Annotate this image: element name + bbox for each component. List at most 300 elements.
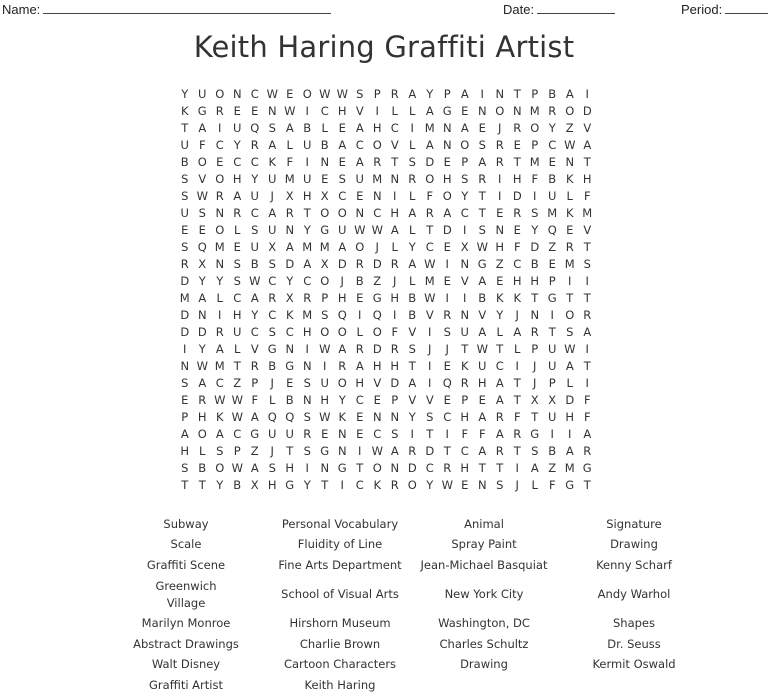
- grid-letter[interactable]: S: [233, 257, 241, 271]
- grid-letter[interactable]: U: [303, 138, 312, 152]
- grid-letter[interactable]: B: [355, 274, 364, 288]
- grid-letter[interactable]: T: [426, 427, 434, 441]
- grid-letter[interactable]: F: [531, 172, 539, 186]
- grid-letter[interactable]: I: [550, 308, 554, 322]
- grid-letter[interactable]: U: [548, 189, 557, 203]
- grid-letter[interactable]: F: [286, 155, 294, 169]
- grid-letter[interactable]: G: [582, 461, 592, 475]
- grid-letter[interactable]: C: [250, 155, 259, 169]
- grid-letter[interactable]: J: [270, 189, 274, 203]
- grid-letter[interactable]: D: [390, 376, 400, 390]
- grid-letter[interactable]: I: [410, 121, 414, 135]
- grid-letter[interactable]: F: [391, 325, 399, 339]
- grid-letter[interactable]: W: [564, 342, 576, 356]
- grid-letter[interactable]: P: [531, 87, 539, 101]
- grid-letter[interactable]: N: [232, 87, 242, 101]
- grid-letter[interactable]: T: [391, 155, 399, 169]
- grid-letter[interactable]: H: [530, 274, 540, 288]
- grid-letter[interactable]: F: [583, 189, 591, 203]
- grid-letter[interactable]: T: [478, 206, 486, 220]
- grid-letter[interactable]: I: [358, 308, 362, 322]
- grid-letter[interactable]: H: [180, 444, 190, 458]
- grid-letter[interactable]: K: [215, 410, 224, 424]
- grid-letter[interactable]: R: [548, 104, 557, 118]
- grid-letter[interactable]: S: [233, 274, 241, 288]
- grid-letter[interactable]: A: [495, 376, 504, 390]
- grid-letter[interactable]: J: [270, 444, 274, 458]
- grid-letter[interactable]: A: [268, 206, 277, 220]
- grid-letter[interactable]: N: [320, 461, 330, 475]
- grid-letter[interactable]: V: [478, 308, 487, 322]
- grid-letter[interactable]: A: [408, 376, 417, 390]
- grid-letter[interactable]: Y: [216, 478, 224, 492]
- grid-letter[interactable]: S: [181, 189, 189, 203]
- grid-letter[interactable]: D: [180, 308, 190, 322]
- grid-letter[interactable]: V: [583, 223, 592, 237]
- grid-letter[interactable]: L: [391, 104, 398, 118]
- grid-letter[interactable]: J: [498, 121, 502, 135]
- grid-letter[interactable]: A: [583, 325, 592, 339]
- grid-letter[interactable]: S: [478, 138, 486, 152]
- grid-letter[interactable]: O: [337, 325, 347, 339]
- grid-letter[interactable]: H: [197, 410, 207, 424]
- grid-letter[interactable]: A: [425, 104, 434, 118]
- grid-letter[interactable]: O: [372, 325, 382, 339]
- grid-letter[interactable]: I: [305, 461, 309, 475]
- grid-letter[interactable]: R: [425, 206, 434, 220]
- grid-letter[interactable]: H: [460, 461, 470, 475]
- grid-letter[interactable]: M: [582, 206, 593, 220]
- grid-letter[interactable]: N: [390, 172, 400, 186]
- grid-letter[interactable]: A: [583, 138, 592, 152]
- grid-letter[interactable]: E: [513, 138, 521, 152]
- grid-letter[interactable]: S: [268, 461, 276, 475]
- grid-letter[interactable]: D: [582, 104, 592, 118]
- grid-letter[interactable]: W: [424, 257, 436, 271]
- grid-letter[interactable]: U: [198, 87, 207, 101]
- grid-letter[interactable]: B: [198, 461, 207, 475]
- grid-letter[interactable]: N: [565, 155, 575, 169]
- grid-letter[interactable]: F: [478, 427, 486, 441]
- grid-letter[interactable]: O: [425, 172, 435, 186]
- grid-letter[interactable]: B: [408, 308, 417, 322]
- grid-letter[interactable]: T: [181, 121, 189, 135]
- grid-letter[interactable]: R: [495, 138, 504, 152]
- grid-letter[interactable]: W: [231, 393, 243, 407]
- grid-letter[interactable]: H: [582, 172, 592, 186]
- grid-letter[interactable]: S: [268, 257, 276, 271]
- grid-letter[interactable]: A: [198, 376, 207, 390]
- grid-letter[interactable]: A: [513, 325, 522, 339]
- grid-letter[interactable]: E: [548, 155, 556, 169]
- grid-letter[interactable]: T: [513, 87, 521, 101]
- grid-letter[interactable]: S: [338, 172, 346, 186]
- grid-letter[interactable]: B: [268, 359, 277, 373]
- grid-letter[interactable]: D: [197, 325, 207, 339]
- grid-letter[interactable]: K: [565, 172, 574, 186]
- grid-letter[interactable]: N: [390, 461, 400, 475]
- grid-letter[interactable]: I: [550, 427, 554, 441]
- grid-letter[interactable]: Y: [251, 308, 259, 322]
- grid-letter[interactable]: W: [564, 138, 576, 152]
- grid-letter[interactable]: H: [390, 359, 400, 373]
- grid-letter[interactable]: M: [547, 206, 558, 220]
- grid-letter[interactable]: P: [251, 376, 259, 390]
- grid-letter[interactable]: S: [531, 206, 539, 220]
- grid-letter[interactable]: I: [428, 376, 432, 390]
- grid-letter[interactable]: H: [390, 291, 400, 305]
- grid-letter[interactable]: S: [496, 478, 504, 492]
- grid-letter[interactable]: N: [530, 308, 540, 322]
- grid-letter[interactable]: N: [180, 359, 190, 373]
- grid-letter[interactable]: C: [495, 359, 504, 373]
- grid-letter[interactable]: W: [476, 342, 488, 356]
- grid-letter[interactable]: A: [198, 291, 207, 305]
- grid-letter[interactable]: R: [215, 189, 224, 203]
- grid-letter[interactable]: Q: [547, 223, 557, 237]
- grid-letter[interactable]: N: [302, 359, 312, 373]
- grid-letter[interactable]: V: [250, 342, 259, 356]
- grid-letter[interactable]: S: [391, 427, 399, 441]
- grid-letter[interactable]: E: [181, 393, 189, 407]
- grid-letter[interactable]: U: [268, 427, 277, 441]
- grid-letter[interactable]: X: [285, 189, 294, 203]
- grid-letter[interactable]: C: [215, 376, 224, 390]
- grid-letter[interactable]: M: [529, 155, 540, 169]
- grid-letter[interactable]: H: [232, 172, 242, 186]
- grid-letter[interactable]: S: [426, 410, 434, 424]
- grid-letter[interactable]: I: [358, 444, 362, 458]
- grid-letter[interactable]: G: [250, 427, 260, 441]
- grid-letter[interactable]: I: [428, 359, 432, 373]
- grid-letter[interactable]: W: [319, 410, 331, 424]
- grid-letter[interactable]: E: [356, 410, 364, 424]
- grid-letter[interactable]: W: [371, 444, 383, 458]
- grid-letter[interactable]: A: [408, 87, 417, 101]
- grid-letter[interactable]: V: [408, 325, 417, 339]
- grid-letter[interactable]: G: [285, 359, 295, 373]
- grid-letter[interactable]: N: [495, 223, 505, 237]
- grid-letter[interactable]: A: [355, 121, 364, 135]
- grid-letter[interactable]: R: [495, 444, 504, 458]
- grid-letter[interactable]: Z: [373, 274, 382, 288]
- grid-letter[interactable]: J: [340, 274, 344, 288]
- grid-letter[interactable]: N: [355, 206, 365, 220]
- grid-letter[interactable]: E: [478, 393, 486, 407]
- grid-letter[interactable]: S: [198, 206, 206, 220]
- grid-letter[interactable]: A: [408, 206, 417, 220]
- grid-letter[interactable]: U: [233, 325, 242, 339]
- grid-letter[interactable]: C: [425, 461, 434, 475]
- period-field[interactable]: [681, 1, 768, 17]
- grid-letter[interactable]: A: [268, 138, 277, 152]
- grid-letter[interactable]: A: [478, 274, 487, 288]
- grid-letter[interactable]: T: [566, 291, 574, 305]
- grid-letter[interactable]: R: [250, 138, 259, 152]
- grid-letter[interactable]: L: [531, 478, 538, 492]
- grid-letter[interactable]: O: [565, 308, 575, 322]
- grid-letter[interactable]: E: [338, 155, 346, 169]
- grid-letter[interactable]: F: [426, 189, 434, 203]
- grid-letter[interactable]: H: [337, 104, 347, 118]
- grid-letter[interactable]: A: [180, 427, 189, 441]
- grid-letter[interactable]: R: [460, 376, 469, 390]
- grid-letter[interactable]: N: [442, 121, 452, 135]
- grid-letter[interactable]: E: [478, 121, 486, 135]
- grid-letter[interactable]: E: [566, 223, 574, 237]
- grid-letter[interactable]: N: [215, 257, 225, 271]
- grid-letter[interactable]: S: [181, 461, 189, 475]
- grid-letter[interactable]: E: [443, 274, 451, 288]
- grid-letter[interactable]: L: [216, 291, 223, 305]
- grid-letter[interactable]: R: [268, 291, 277, 305]
- grid-letter[interactable]: Z: [548, 461, 557, 475]
- grid-letter[interactable]: G: [320, 444, 330, 458]
- grid-letter[interactable]: X: [268, 240, 277, 254]
- grid-letter[interactable]: M: [424, 121, 435, 135]
- grid-letter[interactable]: U: [338, 223, 347, 237]
- grid-letter[interactable]: U: [268, 172, 277, 186]
- grid-letter[interactable]: S: [531, 444, 539, 458]
- grid-letter[interactable]: I: [498, 189, 502, 203]
- grid-letter[interactable]: L: [566, 189, 573, 203]
- grid-letter[interactable]: B: [530, 257, 539, 271]
- grid-letter[interactable]: P: [461, 155, 469, 169]
- grid-letter[interactable]: Y: [408, 240, 416, 254]
- grid-letter[interactable]: J: [375, 240, 379, 254]
- period-blank-line[interactable]: [725, 1, 768, 14]
- grid-letter[interactable]: T: [583, 478, 591, 492]
- grid-letter[interactable]: J: [428, 342, 432, 356]
- grid-letter[interactable]: S: [321, 308, 329, 322]
- grid-letter[interactable]: G: [547, 291, 557, 305]
- grid-letter[interactable]: E: [513, 223, 521, 237]
- grid-letter[interactable]: V: [408, 393, 417, 407]
- grid-letter[interactable]: C: [250, 325, 259, 339]
- name-blank-line[interactable]: [43, 1, 331, 14]
- grid-letter[interactable]: T: [583, 155, 591, 169]
- grid-letter[interactable]: S: [356, 87, 364, 101]
- grid-letter[interactable]: B: [303, 121, 312, 135]
- grid-letter[interactable]: N: [337, 427, 347, 441]
- grid-letter[interactable]: J: [515, 308, 519, 322]
- grid-letter[interactable]: V: [198, 172, 207, 186]
- grid-letter[interactable]: U: [250, 189, 259, 203]
- grid-letter[interactable]: I: [585, 274, 589, 288]
- grid-letter[interactable]: U: [268, 223, 277, 237]
- grid-letter[interactable]: A: [460, 87, 469, 101]
- grid-letter[interactable]: T: [583, 240, 591, 254]
- grid-letter[interactable]: H: [372, 121, 382, 135]
- grid-letter[interactable]: N: [460, 308, 470, 322]
- grid-letter[interactable]: S: [181, 376, 189, 390]
- grid-letter[interactable]: M: [564, 257, 575, 271]
- grid-letter[interactable]: K: [565, 206, 574, 220]
- grid-letter[interactable]: W: [214, 393, 226, 407]
- grid-letter[interactable]: U: [460, 325, 469, 339]
- grid-letter[interactable]: B: [408, 291, 417, 305]
- grid-letter[interactable]: T: [478, 189, 486, 203]
- grid-letter[interactable]: N: [320, 155, 330, 169]
- grid-letter[interactable]: H: [232, 308, 242, 322]
- grid-letter[interactable]: Y: [233, 138, 241, 152]
- grid-letter[interactable]: T: [496, 461, 504, 475]
- grid-letter[interactable]: C: [268, 274, 277, 288]
- grid-letter[interactable]: G: [267, 342, 277, 356]
- grid-letter[interactable]: M: [319, 240, 330, 254]
- grid-letter[interactable]: L: [409, 104, 416, 118]
- grid-letter[interactable]: T: [426, 223, 434, 237]
- grid-letter[interactable]: I: [305, 104, 309, 118]
- grid-letter[interactable]: I: [480, 87, 484, 101]
- grid-letter[interactable]: D: [372, 342, 382, 356]
- grid-letter[interactable]: O: [495, 104, 505, 118]
- grid-letter[interactable]: R: [513, 427, 522, 441]
- grid-letter[interactable]: P: [181, 410, 189, 424]
- grid-letter[interactable]: T: [513, 393, 521, 407]
- grid-letter[interactable]: S: [408, 155, 416, 169]
- grid-letter[interactable]: E: [286, 376, 294, 390]
- grid-letter[interactable]: O: [460, 138, 470, 152]
- grid-letter[interactable]: I: [585, 342, 589, 356]
- grid-letter[interactable]: F: [251, 393, 259, 407]
- grid-letter[interactable]: E: [356, 291, 364, 305]
- grid-letter[interactable]: Y: [198, 342, 206, 356]
- grid-letter[interactable]: W: [319, 342, 331, 356]
- grid-letter[interactable]: W: [231, 410, 243, 424]
- grid-letter[interactable]: B: [320, 138, 329, 152]
- grid-letter[interactable]: A: [565, 359, 574, 373]
- grid-letter[interactable]: P: [461, 393, 469, 407]
- grid-letter[interactable]: E: [233, 240, 241, 254]
- grid-letter[interactable]: I: [218, 121, 222, 135]
- grid-letter[interactable]: H: [320, 393, 330, 407]
- grid-letter[interactable]: K: [180, 104, 189, 118]
- grid-letter[interactable]: Y: [461, 189, 469, 203]
- grid-letter[interactable]: V: [425, 308, 434, 322]
- grid-letter[interactable]: U: [180, 138, 189, 152]
- grid-letter[interactable]: S: [443, 325, 451, 339]
- grid-letter[interactable]: C: [303, 274, 312, 288]
- grid-letter[interactable]: A: [285, 121, 294, 135]
- grid-letter[interactable]: M: [179, 291, 190, 305]
- grid-letter[interactable]: X: [285, 291, 294, 305]
- grid-letter[interactable]: E: [496, 206, 504, 220]
- grid-letter[interactable]: G: [197, 104, 207, 118]
- grid-letter[interactable]: J: [533, 376, 537, 390]
- grid-letter[interactable]: R: [495, 155, 504, 169]
- grid-letter[interactable]: K: [338, 410, 347, 424]
- grid-letter[interactable]: L: [409, 274, 416, 288]
- grid-letter[interactable]: K: [513, 291, 522, 305]
- grid-letter[interactable]: I: [445, 257, 449, 271]
- grid-letter[interactable]: W: [249, 274, 261, 288]
- grid-letter[interactable]: W: [319, 87, 331, 101]
- grid-letter[interactable]: E: [443, 359, 451, 373]
- grid-letter[interactable]: I: [375, 104, 379, 118]
- grid-letter[interactable]: D: [337, 257, 347, 271]
- grid-letter[interactable]: E: [443, 393, 451, 407]
- grid-letter[interactable]: C: [250, 87, 259, 101]
- grid-letter[interactable]: O: [337, 376, 347, 390]
- date-blank-line[interactable]: [537, 1, 615, 14]
- grid-letter[interactable]: R: [443, 308, 452, 322]
- grid-letter[interactable]: Y: [338, 393, 346, 407]
- grid-letter[interactable]: V: [583, 121, 592, 135]
- grid-letter[interactable]: U: [233, 121, 242, 135]
- grid-letter[interactable]: C: [425, 240, 434, 254]
- grid-letter[interactable]: Q: [372, 308, 382, 322]
- grid-letter[interactable]: R: [513, 206, 522, 220]
- grid-letter[interactable]: C: [513, 257, 522, 271]
- grid-letter[interactable]: A: [583, 427, 592, 441]
- grid-letter[interactable]: K: [268, 155, 277, 169]
- grid-letter[interactable]: O: [197, 427, 207, 441]
- grid-letter[interactable]: O: [215, 87, 225, 101]
- grid-letter[interactable]: X: [320, 257, 329, 271]
- grid-letter[interactable]: H: [442, 172, 452, 186]
- grid-letter[interactable]: O: [337, 206, 347, 220]
- grid-letter[interactable]: R: [215, 325, 224, 339]
- grid-letter[interactable]: Y: [303, 223, 311, 237]
- grid-letter[interactable]: N: [512, 104, 522, 118]
- grid-letter[interactable]: A: [338, 342, 347, 356]
- grid-letter[interactable]: E: [321, 172, 329, 186]
- grid-letter[interactable]: L: [409, 138, 416, 152]
- grid-letter[interactable]: R: [408, 172, 417, 186]
- grid-letter[interactable]: A: [338, 138, 347, 152]
- grid-letter[interactable]: R: [513, 121, 522, 135]
- grid-letter[interactable]: Y: [216, 274, 224, 288]
- grid-letter[interactable]: W: [354, 223, 366, 237]
- grid-letter[interactable]: Y: [426, 478, 434, 492]
- grid-letter[interactable]: X: [530, 393, 539, 407]
- grid-letter[interactable]: E: [356, 427, 364, 441]
- grid-letter[interactable]: N: [390, 410, 400, 424]
- grid-letter[interactable]: P: [548, 376, 556, 390]
- grid-letter[interactable]: Y: [531, 223, 539, 237]
- grid-letter[interactable]: A: [460, 121, 469, 135]
- grid-letter[interactable]: L: [356, 325, 363, 339]
- grid-letter[interactable]: M: [302, 308, 313, 322]
- grid-letter[interactable]: Y: [303, 478, 311, 492]
- grid-letter[interactable]: E: [233, 104, 241, 118]
- grid-letter[interactable]: U: [285, 427, 294, 441]
- grid-letter[interactable]: U: [478, 359, 487, 373]
- grid-letter[interactable]: B: [180, 155, 189, 169]
- grid-letter[interactable]: F: [583, 393, 591, 407]
- grid-letter[interactable]: T: [548, 325, 556, 339]
- grid-letter[interactable]: U: [303, 172, 312, 186]
- grid-letter[interactable]: B: [285, 393, 294, 407]
- grid-letter[interactable]: T: [408, 359, 416, 373]
- grid-letter[interactable]: E: [321, 427, 329, 441]
- grid-letter[interactable]: S: [216, 444, 224, 458]
- grid-letter[interactable]: R: [390, 87, 399, 101]
- grid-letter[interactable]: W: [476, 240, 488, 254]
- grid-letter[interactable]: Q: [337, 308, 347, 322]
- grid-letter[interactable]: P: [548, 274, 556, 288]
- grid-letter[interactable]: N: [372, 410, 382, 424]
- grid-letter[interactable]: O: [372, 461, 382, 475]
- grid-letter[interactable]: F: [198, 138, 206, 152]
- grid-letter[interactable]: I: [323, 359, 327, 373]
- grid-letter[interactable]: C: [215, 138, 224, 152]
- grid-letter[interactable]: H: [285, 461, 295, 475]
- grid-letter[interactable]: K: [285, 308, 294, 322]
- grid-letter[interactable]: R: [355, 257, 364, 271]
- grid-letter[interactable]: E: [461, 104, 469, 118]
